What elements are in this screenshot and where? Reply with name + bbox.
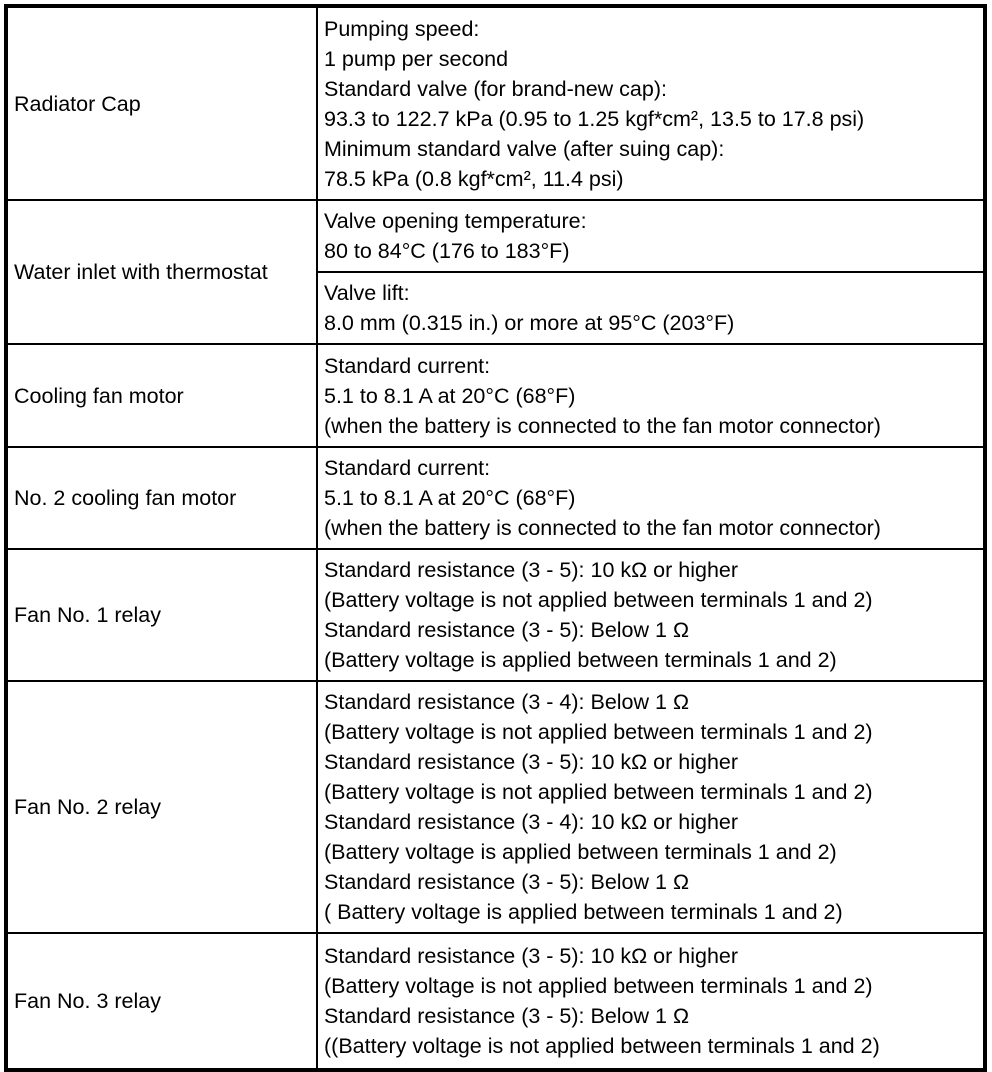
item-name-cell: Fan No. 1 relay bbox=[6, 549, 317, 681]
table-row bbox=[6, 200, 985, 272]
spec-line: (Battery voltage is applied between terminals 1 and 2) bbox=[324, 648, 837, 672]
specification-cell bbox=[317, 344, 985, 447]
table-row bbox=[6, 6, 985, 200]
spec-line: Standard resistance (3 - 5): 10 kΩ or higher bbox=[324, 944, 739, 968]
spec-line: (Battery voltage is not applied between terminals 1 and 2) bbox=[324, 588, 873, 612]
specification-cell bbox=[317, 272, 985, 344]
specification-cell bbox=[317, 6, 985, 200]
spec-line: Valve lift: bbox=[324, 281, 410, 305]
spec-line: Standard resistance (3 - 4): 10 kΩ or higher bbox=[324, 810, 739, 834]
item-name-cell: Fan No. 3 relay bbox=[6, 933, 317, 1070]
spec-line: Standard resistance (3 - 4): Below 1 Ω bbox=[324, 690, 690, 714]
spec-line: (Battery voltage is applied between terminals 1 and 2) bbox=[324, 840, 837, 864]
spec-line: (Battery voltage is not applied between terminals 1 and 2) bbox=[324, 780, 873, 804]
table-row bbox=[6, 447, 985, 549]
spec-line: Standard resistance (3 - 5): Below 1 Ω bbox=[324, 618, 690, 642]
table-row bbox=[6, 933, 985, 1070]
spec-line: (when the battery is connected to the fan motor connector) bbox=[324, 516, 881, 540]
spec-line: 78.5 kPa (0.8 kgf*cm², 11.4 psi) bbox=[324, 166, 624, 191]
table-row bbox=[6, 549, 985, 681]
item-name-cell: Water inlet with thermostat bbox=[6, 200, 317, 344]
spec-line: Standard resistance (3 - 5): Below 1 Ω bbox=[324, 1004, 690, 1028]
spec-line: Valve opening temperature: bbox=[324, 209, 587, 233]
spec-line: ( Battery voltage is applied between terminals 1 and 2) bbox=[324, 900, 843, 924]
specification-cell bbox=[317, 447, 985, 549]
spec-line: (when the battery is connected to the fan motor connector) bbox=[324, 413, 881, 438]
specification-cell bbox=[317, 549, 985, 681]
specification-table bbox=[4, 4, 987, 1072]
spec-line: Standard valve (for brand-new cap): bbox=[324, 76, 667, 101]
spec-line: (Battery voltage is not applied between terminals 1 and 2) bbox=[324, 974, 873, 998]
item-name-cell: Radiator Cap bbox=[6, 6, 317, 200]
table-row bbox=[6, 681, 985, 933]
spec-line: Standard current: bbox=[324, 456, 491, 480]
spec-line: 8.0 mm (0.315 in.) or more at 95°C (203°F) bbox=[324, 311, 735, 335]
spec-line: Standard current: bbox=[324, 353, 491, 378]
spec-line: 5.1 to 8.1 A at 20°C (68°F) bbox=[324, 383, 576, 408]
spec-line: Pumping speed: bbox=[324, 16, 480, 41]
table-row bbox=[6, 344, 985, 447]
spec-line: 1 pump per second bbox=[324, 46, 509, 71]
spec-line: (Battery voltage is not applied between terminals 1 and 2) bbox=[324, 720, 873, 744]
specification-cell bbox=[317, 681, 985, 933]
specification-cell bbox=[317, 200, 985, 272]
item-name-cell: Fan No. 2 relay bbox=[6, 681, 317, 933]
spec-line: 80 to 84°C (176 to 183°F) bbox=[324, 239, 570, 263]
spec-line: Minimum standard valve (after suing cap): bbox=[324, 136, 725, 161]
spec-line: ((Battery voltage is not applied between terminals 1 and 2) bbox=[324, 1034, 880, 1058]
spec-line: Standard resistance (3 - 5): 10 kΩ or higher bbox=[324, 558, 739, 582]
spec-line: 5.1 to 8.1 A at 20°C (68°F) bbox=[324, 486, 576, 510]
spec-line: 93.3 to 122.7 kPa (0.95 to 1.25 kgf*cm², 13.5 to 17.8 psi) bbox=[324, 106, 865, 131]
spec-line: Standard resistance (3 - 5): 10 kΩ or higher bbox=[324, 750, 739, 774]
item-name-cell: Cooling fan motor bbox=[6, 344, 317, 447]
specification-cell bbox=[317, 933, 985, 1070]
item-name-cell: No. 2 cooling fan motor bbox=[6, 447, 317, 549]
spec-line: Standard resistance (3 - 5): Below 1 Ω bbox=[324, 870, 690, 894]
